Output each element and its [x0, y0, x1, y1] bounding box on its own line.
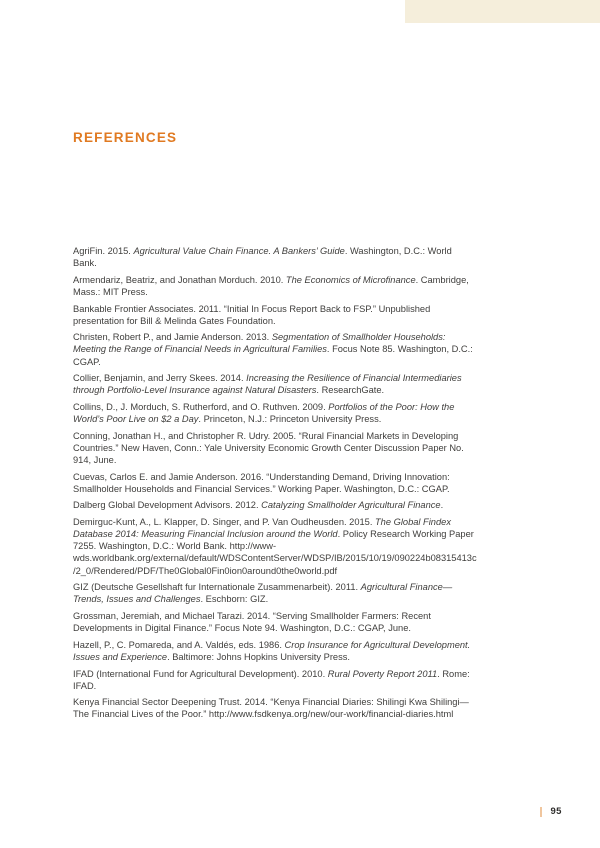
- reference-item: [73, 639, 477, 663]
- reference-item: [73, 274, 477, 298]
- reference-text-segment: . Cambridge, Mass.: MIT Press.: [73, 274, 469, 297]
- reference-item: [73, 581, 477, 605]
- footer-divider: [540, 807, 542, 817]
- reference-item: [73, 401, 477, 425]
- reference-item: [73, 516, 477, 576]
- reference-text-segment: . Eschborn: GIZ.: [200, 594, 269, 605]
- reference-item: [73, 303, 477, 327]
- reference-text-segment: . Focus Note 85. Washington, D.C.: CGAP.: [73, 344, 473, 367]
- reference-title-segment: Increasing the Resilience of Financial Intermediaries through Portfolio-Level Insurance against Natural Disasters: [73, 373, 462, 396]
- page-footer: [540, 806, 562, 817]
- reference-text-segment: . Princeton, N.J.: Princeton University Press.: [198, 414, 382, 425]
- reference-text-segment: .: [440, 500, 444, 511]
- references-list: [73, 245, 477, 725]
- reference-item: [73, 610, 477, 634]
- reference-title-segment: Crop Insurance for Agricultural Development. Issues and Experience: [73, 639, 471, 662]
- reference-text-segment: . Rome: IFAD.: [73, 668, 470, 691]
- reference-title-segment: Agricultural Finance—Trends, Issues and Challenges: [73, 582, 453, 605]
- page-title: REFERENCES: [73, 130, 178, 145]
- reference-item: [73, 668, 477, 692]
- reference-text-segment: Bankable Frontier Associates. 2011. “Initial In Focus Report Back to FSP.” Unpublished presentation for Bill & Melinda Gates Foundation.: [73, 303, 431, 326]
- reference-title-segment: Agricultural Value Chain Finance. A Bankers’ Guide: [133, 246, 345, 256]
- reference-text-segment: Conning, Jonathan H., and Christopher R. Udry. 2005. “Rural Financial Markets in Developing Countries.” New Haven, Conn.: Yale University Economic Growth Center Discussion Paper No. 914, June.: [73, 430, 464, 465]
- reference-text-segment: Collins, D., J. Morduch, S. Rutherford, and O. Ruthven. 2009.: [73, 402, 329, 412]
- reference-item: [73, 471, 477, 495]
- reference-text-segment: Collier, Benjamin, and Jerry Skees. 2014.: [73, 373, 247, 384]
- reference-text-segment: Cuevas, Carlos E. and Jamie Anderson. 2016. “Understanding Demand, Driving Innovation: Smallholder Households and Financial Services.” Working Paper. Washington, D.C.: CGAP.: [73, 471, 450, 494]
- reference-title-segment: Catalyzing Smallholder Agricultural Finance: [261, 500, 441, 511]
- reference-item: [73, 696, 477, 720]
- reference-text-segment: Kenya Financial Sector Deepening Trust. 2014. “Kenya Financial Diaries: Shilingi Kwa Shilingi—The Financial Lives of the Poor.” http://www.fsdkenya.org/new/our-work/financial-diaries.html: [73, 697, 469, 720]
- reference-text-segment: Grossman, Jeremiah, and Michael Tarazi. 2014. “Serving Smallholder Farmers: Recent Developments in Digital Finance.” Focus Note 94. Washington, D.C.: CGAP, June.: [73, 610, 431, 634]
- reference-item: [73, 499, 477, 511]
- reference-text-segment: IFAD (International Fund for Agricultural Development). 2010.: [73, 668, 328, 679]
- reference-text-segment: . Baltimore: Johns Hopkins University Press.: [167, 651, 350, 662]
- reference-text-segment: Hazell, P., C. Pomareda, and A. Valdés, eds. 1986.: [73, 639, 285, 650]
- reference-title-segment: Portfolios of the Poor: How the World’s Poor Live on $2 a Day: [73, 402, 455, 425]
- reference-item: [73, 331, 477, 367]
- reference-text-segment: Christen, Robert P., and Jamie Anderson. 2013.: [73, 332, 272, 343]
- reference-text-segment: Dalberg Global Development Advisors. 2012.: [73, 500, 262, 511]
- reference-text-segment: Demirguc-Kunt, A., L. Klapper, D. Singer, and P. Van Oudheusden. 2015.: [73, 517, 375, 528]
- reference-item: [73, 372, 477, 396]
- reference-title-segment: The Global Findex Database 2014: Measuring Financial Inclusion around the World: [73, 517, 451, 540]
- reference-title-segment: The Economics of Microfinance: [285, 274, 416, 285]
- reference-text-segment: GIZ (Deutsche Gesellshaft fur Internationale Zusammenarbeit). 2011.: [73, 582, 361, 593]
- reference-text-segment: . Washington, D.C.: World Bank.: [73, 246, 452, 269]
- reference-text-segment: AgriFin. 2015.: [73, 246, 134, 256]
- reference-text-segment: Armendariz, Beatriz, and Jonathan Morduch. 2010.: [73, 274, 286, 285]
- reference-item: [73, 245, 477, 269]
- reference-text-segment: . ResearchGate.: [316, 385, 385, 396]
- reference-item: [73, 430, 477, 466]
- reference-title-segment: Segmentation of Smallholder Households: Meeting the Range of Financial Needs in Agricultural Families: [73, 332, 446, 355]
- reference-title-segment: Rural Poverty Report 2011: [327, 668, 438, 679]
- page-number: 95: [550, 806, 562, 817]
- corner-accent-band: [405, 0, 600, 23]
- reference-text-segment: . Policy Research Working Paper 7255. Washington, D.C.: World Bank. http://www-wds.worldbank.org/external/default/WDSContentServer/WDSP/IB/2015/10/19/090224b08315413c/2_0/Rendered/PDF/The0Global0Fin0ion0around0the0world.pdf: [73, 529, 477, 576]
